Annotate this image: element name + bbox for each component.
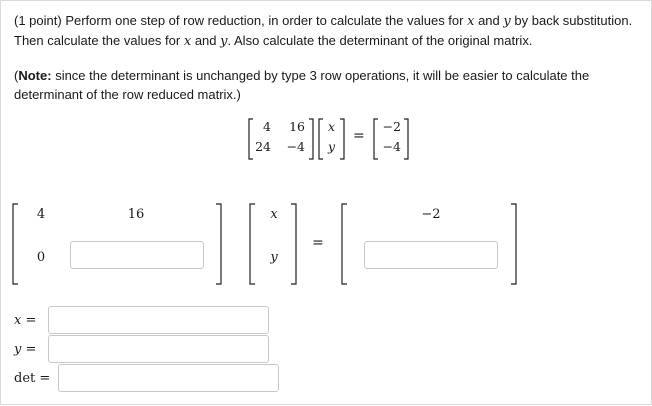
note-body: since the determinant is unchanged by type 3 row operations, it will be easier to calculate the determinant of the row reduced matrix.)	[14, 68, 590, 102]
coef-a12: 16	[289, 119, 305, 134]
problem-text-4: and	[194, 33, 217, 48]
var-x-2: x	[183, 34, 192, 49]
red-coef-bracket-left	[13, 204, 18, 284]
var-bracket-left	[319, 119, 323, 159]
rhs-b1: −2	[382, 119, 401, 134]
problem-text-1: Perform one step of row reduction, in order to calculate the values for	[65, 13, 464, 28]
note-label: Note:	[18, 68, 52, 83]
y-answer-label	[14, 342, 36, 357]
rhs-b2: −4	[382, 139, 401, 154]
red-rhs-bracket-left	[342, 204, 347, 284]
coef-a21: 24	[255, 139, 271, 154]
coef-a22: −4	[286, 139, 305, 154]
det-answer-equals: =	[39, 371, 51, 386]
det-answer-input[interactable]	[58, 364, 279, 392]
x-answer-label	[14, 313, 36, 328]
note-paragraph	[14, 66, 644, 104]
rhs-bracket-right	[404, 119, 408, 159]
vec-x: x	[328, 119, 336, 134]
det-answer-label	[14, 371, 50, 386]
equation-equals: =	[353, 128, 365, 144]
coef-a11: 4	[263, 119, 271, 134]
coef-bracket-right	[309, 119, 313, 159]
problem-text-5: . Also calculate the determinant of the original matrix.	[227, 33, 533, 48]
x-answer-input[interactable]	[48, 306, 269, 334]
reduced-vec-y: y	[270, 250, 278, 265]
red-coef-bracket-right	[216, 204, 221, 284]
var-y: y	[503, 14, 511, 29]
x-answer-equals: =	[25, 313, 37, 328]
reduced-b1: −2	[421, 207, 441, 222]
points-label: (1 point)	[14, 13, 62, 28]
det-answer-text: det	[14, 371, 36, 386]
reduced-vec-x: x	[270, 207, 278, 222]
red-var-bracket-left	[250, 204, 255, 284]
y-answer-equals: =	[25, 342, 37, 357]
problem-text-3: by back substitution. Then calculate the values for	[14, 13, 633, 48]
reduced-a22-input[interactable]	[70, 241, 204, 269]
x-answer-var: x	[14, 313, 22, 328]
var-bracket-right	[340, 119, 344, 159]
vec-y: y	[328, 139, 336, 154]
var-x: x	[467, 14, 475, 29]
var-y-2: y	[220, 34, 228, 49]
problem-statement	[14, 11, 644, 51]
red-rhs-bracket-right	[511, 204, 516, 284]
reduced-equals: =	[312, 235, 324, 251]
red-var-bracket-right	[291, 204, 296, 284]
y-answer-input[interactable]	[48, 335, 269, 363]
problem-text-2: and	[478, 13, 500, 28]
y-answer-var: y	[14, 342, 22, 357]
reduced-b2-input[interactable]	[364, 241, 498, 269]
note-open-paren: (	[14, 68, 19, 83]
reduced-a11: 4	[36, 207, 46, 222]
reduced-a12: 16	[127, 207, 145, 222]
reduced-a21: 0	[36, 250, 46, 265]
